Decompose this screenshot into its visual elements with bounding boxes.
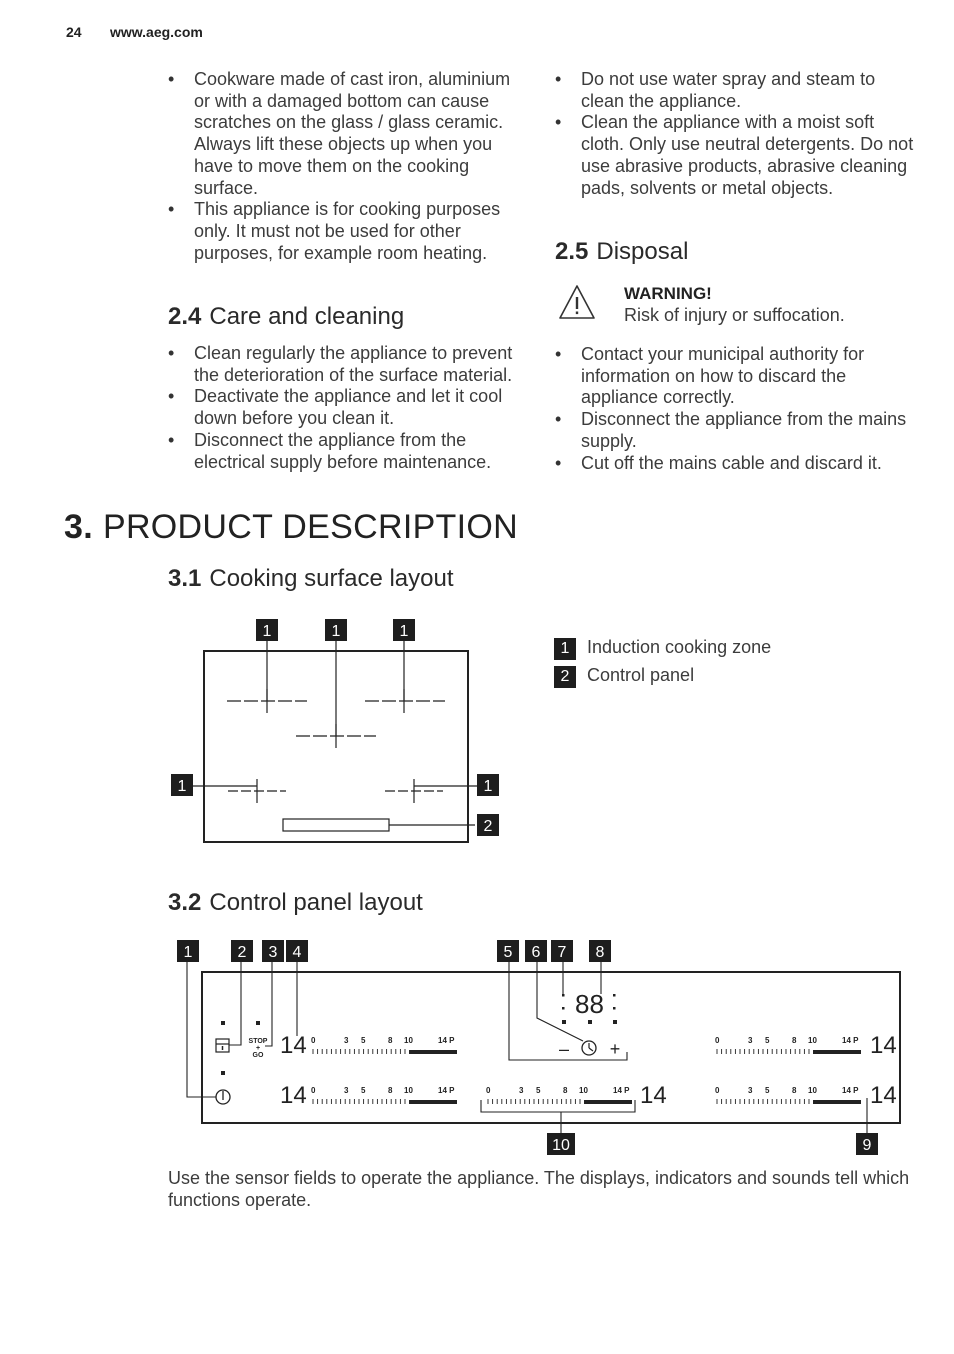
list-item: • Deactivate the appliance and let it cool down before you clean it.	[168, 386, 524, 429]
scale-label: 0	[486, 1086, 491, 1095]
scale-label: 8	[792, 1086, 797, 1095]
footer-paragraph: Use the sensor fields to operate the appliance. The displays, indicators and sounds tell which functions operate.	[168, 1168, 910, 1210]
list-item: • Disconnect the appliance from the electrical supply before maintenance.	[168, 430, 524, 473]
section-number: 2.4	[168, 303, 202, 330]
callout-3: 3	[268, 944, 278, 961]
chapter-title: PRODUCT DESCRIPTION	[102, 508, 518, 546]
section-heading-3-1	[168, 565, 454, 593]
callout-zone-2: 1	[331, 623, 341, 640]
scale-label: 3	[344, 1086, 349, 1095]
scale-label: 5	[536, 1086, 541, 1095]
timer-controls	[559, 1039, 620, 1059]
scale-label: 10	[579, 1086, 588, 1095]
cooking-surface-diagram	[168, 615, 508, 850]
svg-text:88: 88	[575, 989, 604, 1019]
scale-label: 10	[808, 1086, 817, 1095]
stop-go-icon	[249, 1038, 268, 1059]
callout-10: 10	[552, 1137, 570, 1154]
scale-label: 14 P	[613, 1086, 630, 1095]
timer-display	[562, 989, 617, 1024]
control-panel-diagram	[170, 936, 910, 1160]
scale-label: 8	[388, 1086, 393, 1095]
warning-text: Risk of injury or suffocation.	[624, 305, 845, 325]
scale-label: 3	[748, 1036, 753, 1045]
power-sliders	[280, 1032, 897, 1109]
scale-label: 10	[404, 1036, 413, 1045]
scale-label: 8	[563, 1086, 568, 1095]
callout-6: 6	[531, 944, 541, 961]
list-item: • Clean the appliance with a moist soft cloth. Only use neutral detergents. Do not use abrasive products, abrasive cleaning pads, solvents or metal objects.	[555, 112, 915, 199]
svg-text:STOP: STOP	[248, 1038, 268, 1045]
plus-icon: +	[609, 1039, 621, 1059]
callout-zone-5: 1	[483, 778, 493, 795]
scale-label: 0	[311, 1086, 316, 1095]
power-slider	[280, 1082, 457, 1109]
list-item: • Cut off the mains cable and discard it.	[555, 453, 917, 475]
section-heading-2-4	[168, 303, 404, 331]
power-level-display: 14	[280, 1032, 307, 1059]
chapter-heading	[64, 508, 518, 547]
disposal-bullets	[555, 344, 917, 474]
chapter-number: 3.	[64, 508, 93, 546]
section-title: Control panel layout	[209, 889, 423, 916]
callout-zone-1: 1	[262, 623, 272, 640]
slider-max-bar	[584, 1100, 632, 1104]
power-level-display: 14	[640, 1082, 667, 1109]
scale-label: 10	[404, 1086, 413, 1095]
legend-label: Control panel	[587, 665, 695, 685]
slider-max-bar	[409, 1100, 457, 1104]
section-number: 3.1	[168, 565, 202, 592]
scale-label: 5	[361, 1036, 366, 1045]
power-slider	[280, 1032, 457, 1059]
minus-icon: –	[558, 1039, 570, 1059]
scale-label: 3	[519, 1086, 524, 1095]
scale-label: 5	[765, 1086, 770, 1095]
section-heading-3-2	[168, 889, 423, 917]
scale-label: 0	[311, 1036, 316, 1045]
scale-label: 0	[715, 1086, 720, 1095]
callout-leaders	[193, 640, 478, 825]
scale-label: 14 P	[438, 1086, 455, 1095]
callout-zone-3: 1	[399, 623, 409, 640]
list-item: • Cookware made of cast iron, aluminium or with a damaged bottom can cause scratches on the glass / glass ceramic. Always lift these objects up when you have to move them on the cooking surface.	[168, 69, 524, 199]
section-number: 3.2	[168, 889, 202, 916]
list-item: • Disconnect the appliance from the mains supply.	[555, 409, 917, 452]
power-slider	[486, 1082, 667, 1109]
control-panel-strip	[283, 819, 389, 831]
warning-triangle-icon	[557, 282, 597, 322]
section-title: Disposal	[596, 238, 689, 265]
website-url: www.aeg.com	[110, 24, 203, 40]
section-heading-2-5	[555, 238, 688, 266]
slider-max-bar	[813, 1050, 861, 1054]
right-column-bullets	[555, 69, 915, 199]
callout-4: 4	[292, 944, 302, 961]
list-item: • Contact your municipal authority for information on how to discard the appliance correctly.	[555, 344, 917, 409]
list-item: • Clean regularly the appliance to prevent the deterioration of the surface material.	[168, 343, 524, 386]
slider-max-bar	[409, 1050, 457, 1054]
warning-title: WARNING!	[624, 284, 712, 303]
callout-5: 5	[503, 944, 513, 961]
slider-max-bar	[813, 1100, 861, 1104]
scale-label: 14 P	[842, 1086, 859, 1095]
section-title: Care and cleaning	[209, 303, 405, 330]
scale-label: 10	[808, 1036, 817, 1045]
callout-panel: 2	[483, 818, 493, 835]
svg-text:+: +	[255, 1045, 261, 1052]
list-item: • This appliance is for cooking purposes only. It must not be used for other purposes, for example room heating.	[168, 199, 524, 264]
svg-text:GO: GO	[252, 1052, 264, 1059]
scale-label: 5	[361, 1086, 366, 1095]
callout-1: 1	[183, 944, 193, 961]
scale-label: 3	[748, 1086, 753, 1095]
scale-label: 14 P	[842, 1036, 859, 1045]
callout-7: 7	[557, 944, 567, 961]
scale-label: 3	[344, 1036, 349, 1045]
callout-8: 8	[595, 944, 605, 961]
power-level-display: 14	[870, 1032, 897, 1059]
legend-key-badge: 2	[554, 666, 576, 688]
legend-key-badge: 1	[554, 638, 576, 660]
page-number: 24	[66, 24, 82, 40]
scale-label: 8	[388, 1036, 393, 1045]
power-level-display: 14	[280, 1082, 307, 1109]
power-slider	[715, 1032, 897, 1059]
callout-zone-4: 1	[177, 778, 187, 795]
care-cleaning-bullets	[168, 343, 524, 473]
power-on-off-icon	[216, 1090, 230, 1104]
legend-label: Induction cooking zone	[587, 637, 772, 657]
left-column-bullets	[168, 69, 524, 264]
scale-label: 0	[715, 1036, 720, 1045]
callout-9: 9	[862, 1137, 872, 1154]
scale-label: 5	[765, 1036, 770, 1045]
power-slider	[715, 1082, 897, 1109]
list-item: • Do not use water spray and steam to clean the appliance.	[555, 69, 915, 112]
power-level-display: 14	[870, 1082, 897, 1109]
callout-2: 2	[237, 944, 247, 961]
scale-label: 8	[792, 1036, 797, 1045]
scale-label: 14 P	[438, 1036, 455, 1045]
section-title: Cooking surface layout	[209, 565, 454, 592]
lock-icon	[216, 1039, 229, 1052]
section-number: 2.5	[555, 238, 589, 265]
